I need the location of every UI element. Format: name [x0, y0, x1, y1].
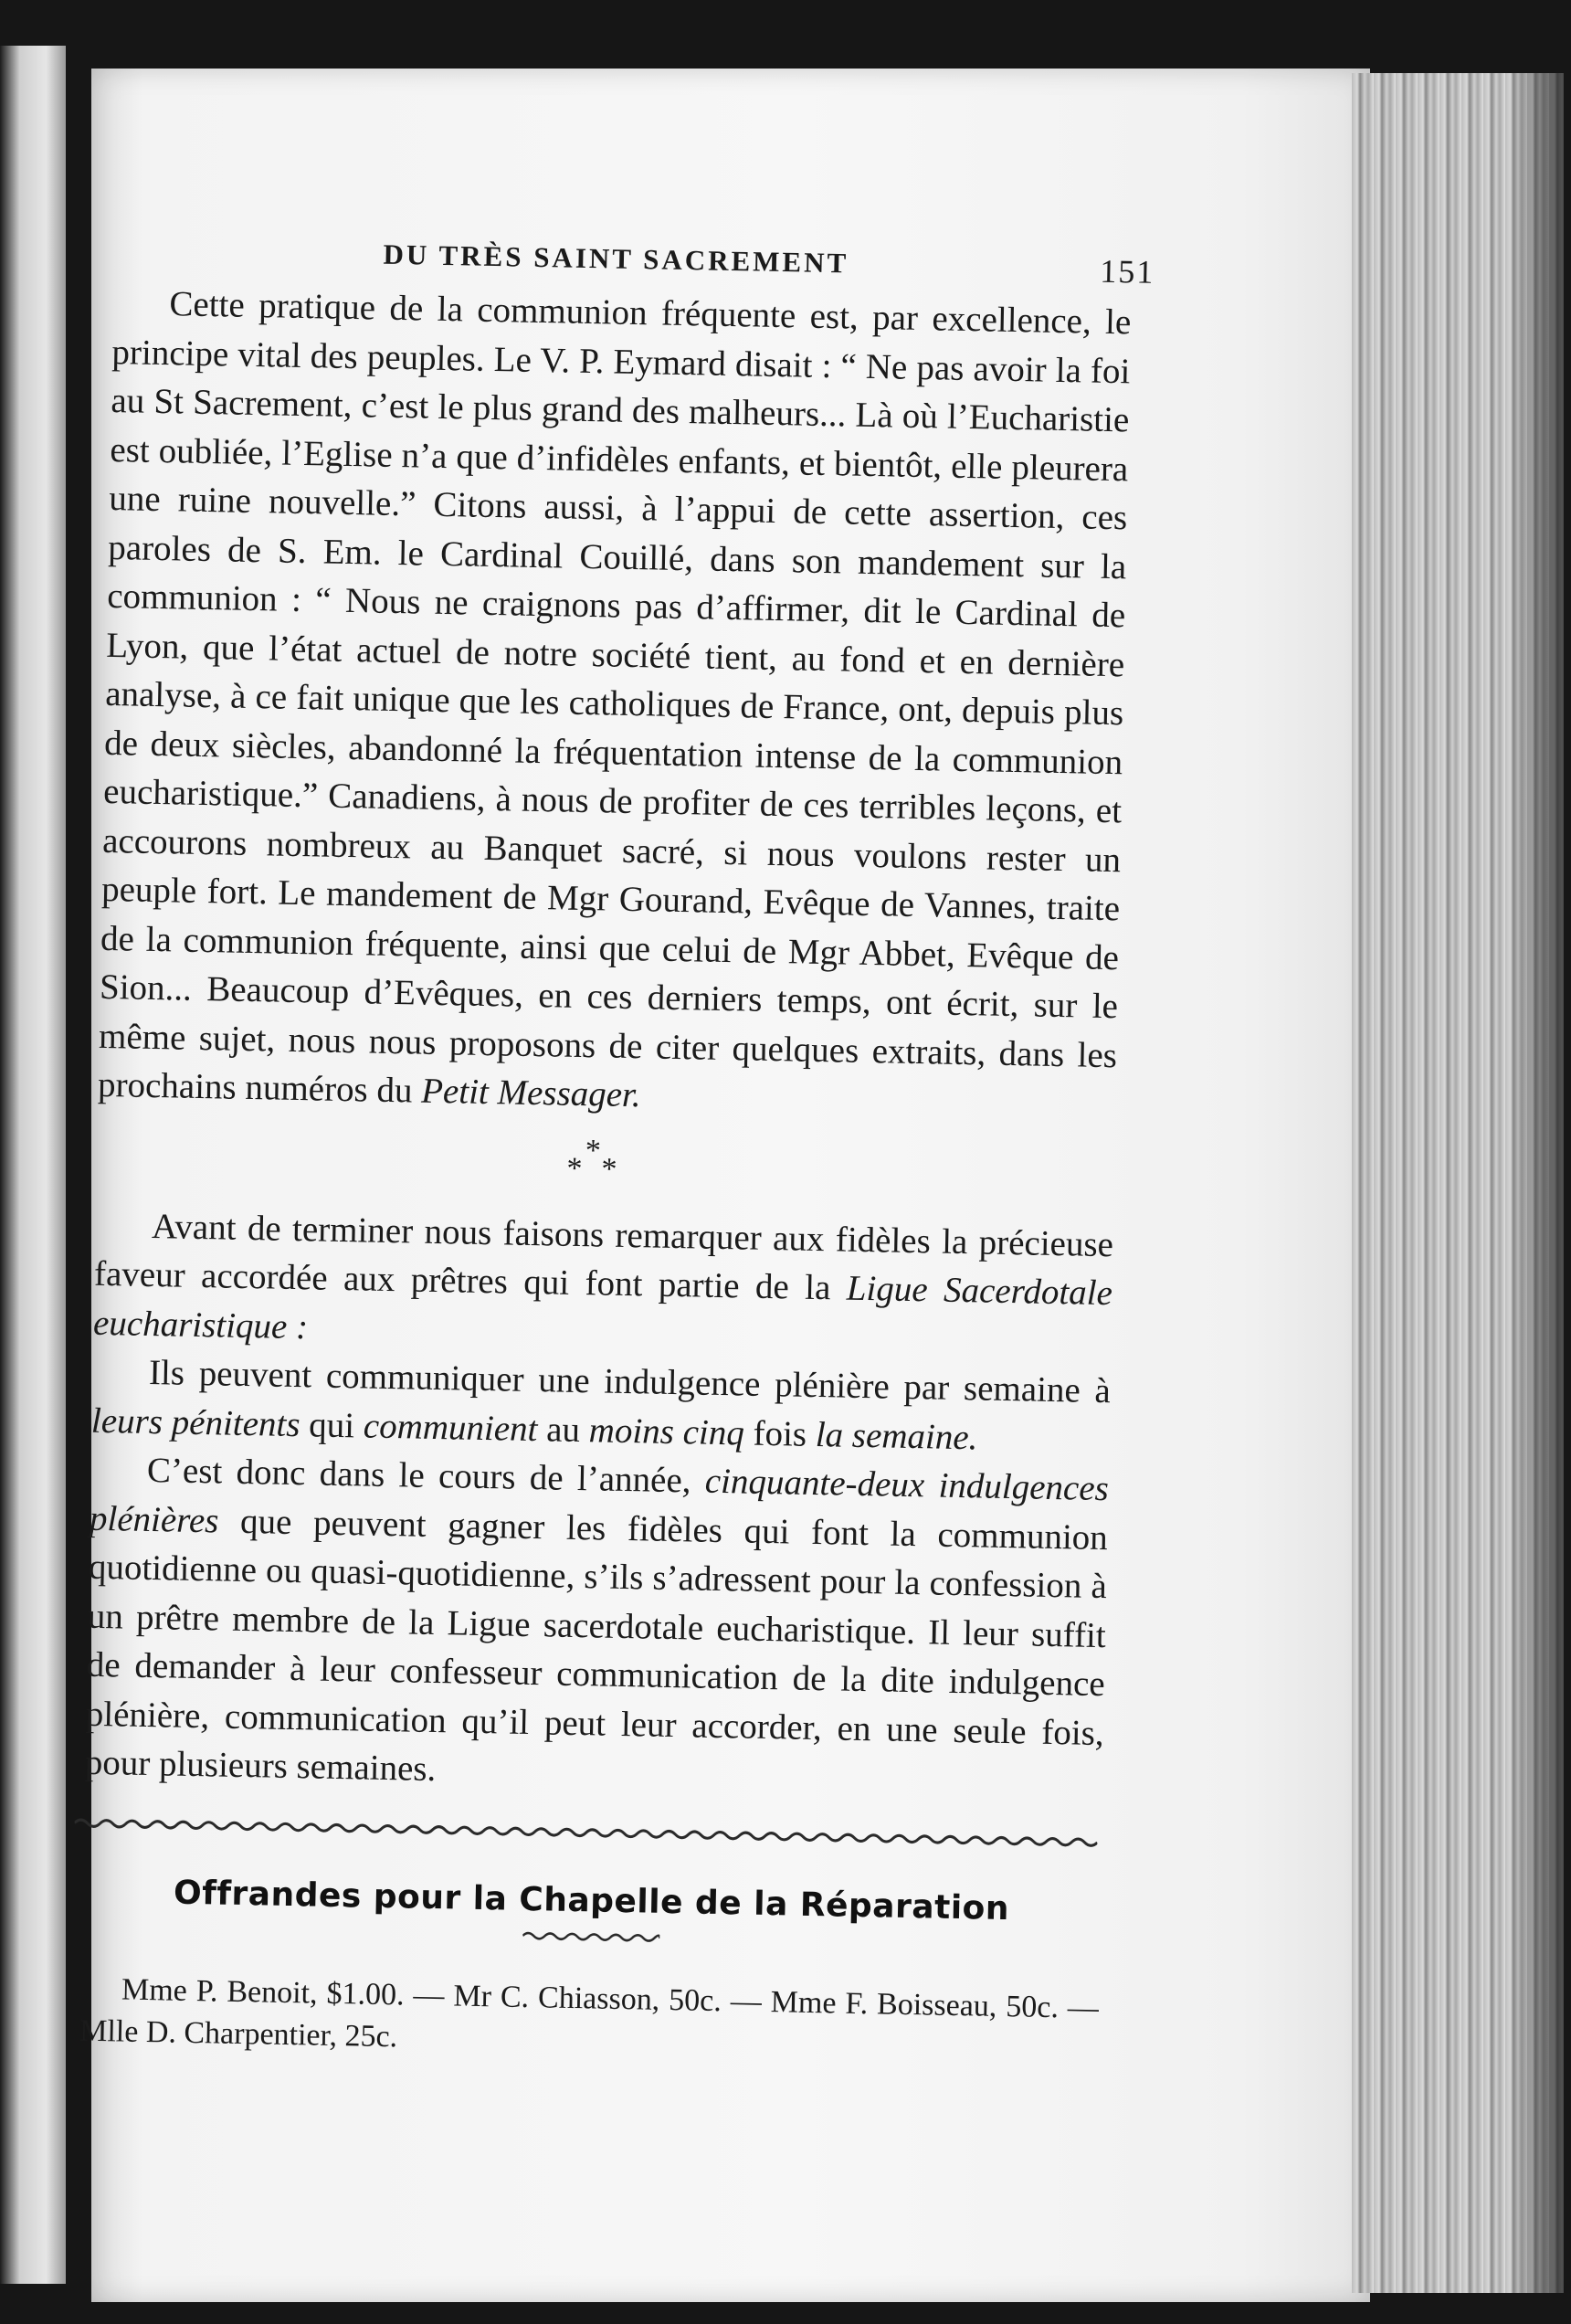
paragraph-3-italic-b: leurs pénitents: [90, 1400, 300, 1444]
paragraph-3-text-c: qui: [300, 1404, 364, 1445]
page-number: 151: [1100, 252, 1155, 290]
paragraph-4-text-c: que peuvent gagner les fidèles qui font la communion quotidienne ou quasi-quotidienne, s’ils s’adressent pour la confession à un prêtre membre de la Ligue sacerdotale eucharistique. Il leur suffit de demander à leur confesseur communication de la dite indulgence plénière, communication qu’il peut leur accorder, en une seule fois, pour plusieurs semaines.: [84, 1500, 1109, 1790]
paragraph-3-italic-h: la semaine.: [815, 1414, 978, 1457]
asterism: [96, 1122, 1115, 1196]
paragraph-3-italic-f: moins cinq: [588, 1410, 745, 1452]
paragraph-4-italic-b: cinquante-deux indulgences plénières: [89, 1461, 1110, 1540]
paragraph-3-text-g: fois: [743, 1412, 817, 1454]
paragraph-3-text-e: au: [537, 1409, 590, 1450]
paragraph-3-text-a: Ils peuvent communiquer une indulgence plénière par semaine à: [148, 1352, 1112, 1411]
offerings-title: Offrandes pour la Chapelle de la Réparation: [173, 1874, 1010, 1928]
wavy-divider: [74, 1812, 1097, 1852]
paragraph-2-italic: Ligue Sacerdotale eucharistique :: [92, 1268, 1113, 1347]
paragraph-2-text: Avant de terminer nous faisons remarquer aux fidèles la précieuse faveur accordée aux prêtres qui font partie de la: [93, 1206, 1114, 1308]
previous-page-edge: [0, 46, 66, 2284]
paragraph-2: [93, 1200, 1114, 1367]
page-content: [79, 233, 1155, 2072]
running-title: DU TRÈS SAINT SACREMENT: [383, 238, 849, 280]
paragraph-3: [91, 1347, 1112, 1464]
paragraph-4: [84, 1445, 1109, 1807]
paragraph-1-text: Cette pratique de la communion fréquente est, par excellence, le principe vital des peuples. Le V. P. Eymard disait : “ Ne pas avoir la foi au St Sacrement, c’est le plus grand des malheurs... Là où l’Eucharistie est oubliée, l’Eglise n’a que d’infidèles enfants, et bientôt, elle pleurera une ruine nouvelle.” Citons aussi, à l’appui de cette assertion, ces paroles de S. Em. le Cardinal Couillé, dans son mandement sur la communion : “ Nous ne craignons pas d’affirmer, dit le Cardinal de Lyon, que l’état actuel de notre société tient, au fond et en dernière analyse, à ce fait unique que les catholiques de France, ont, depuis plus de deux siècles, abandonné la fréquentation intense de la communion eucharistique.” Canadiens, à nous de profiter de ces terribles leçons, et accourons nombreux au Banquet sacré, si nous voulons rester un peuple fort. Le mandement de Mgr Gourand, Evêque de Vannes, traite de la communion fréquente, ainsi que celui de Mgr Abbet, Evêque de Sion... Beaucoup d’Evêques, en ces derniers temps, ont écrit, sur le même sujet, nous nous proposons de citer quelques extraits, dans les prochains numéros du: [97, 284, 1132, 1111]
asterism-star-top: *: [585, 1133, 602, 1167]
page-edges-stack: [1352, 73, 1564, 2293]
offerings-list: Mme P. Benoit, $1.00. — Mr C. Chiasson, 50c. — Mme F. Boisseau, 50c. — Mlle D. Charpentier, 25c.: [79, 1972, 1100, 2054]
paragraph-3-italic-d: communient: [363, 1405, 538, 1449]
title-wave-ornament: [522, 1928, 659, 1944]
paragraph-4-text-a: C’est donc dans le cours de l’année,: [146, 1450, 706, 1501]
asterism-star-left: *: [566, 1151, 583, 1186]
asterism-star-right: *: [601, 1151, 617, 1187]
paragraph-1: [98, 279, 1132, 1129]
paragraph-1-italic: Petit Messager.: [420, 1071, 642, 1115]
